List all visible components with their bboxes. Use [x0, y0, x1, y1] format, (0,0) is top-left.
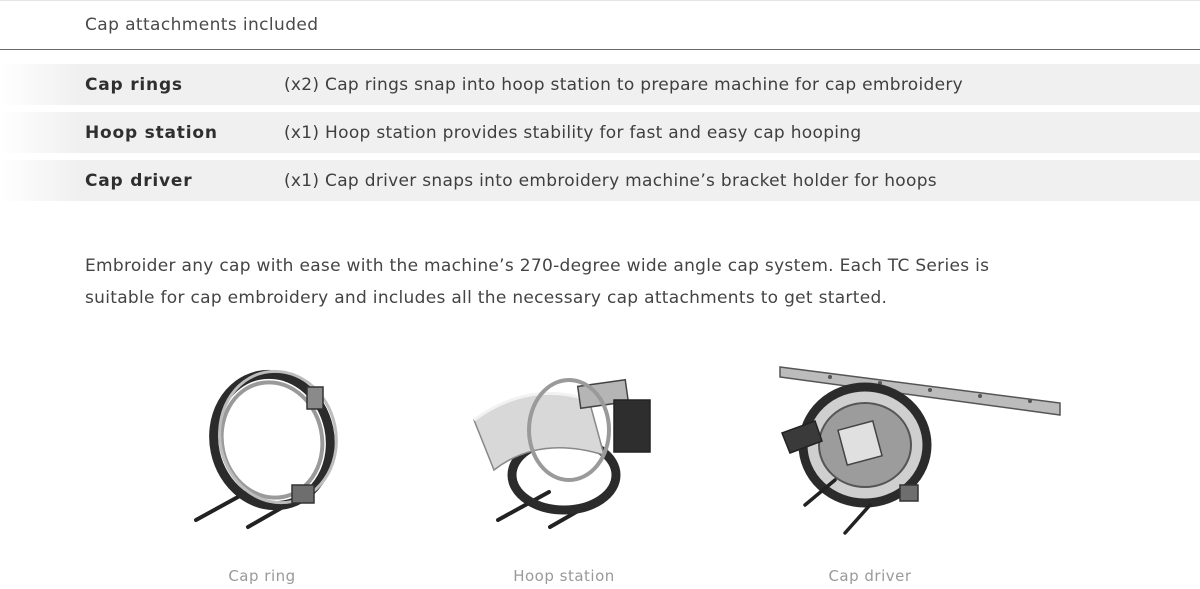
- intro-line: suitable for cap embroidery and includes all the necessary cap attachments to get started.: [85, 288, 888, 308]
- figure-caption: Cap driver: [828, 567, 912, 585]
- spec-row: [0, 112, 1200, 153]
- spec-label: Cap rings: [85, 75, 183, 95]
- intro-paragraph: [85, 250, 1115, 314]
- spec-label: Cap driver: [85, 171, 193, 191]
- intro-line: Embroider any cap with ease with the machine’s 270-degree wide angle cap system. Each TC Series is: [85, 256, 990, 276]
- spec-description: (x1) Hoop station provides stability for fast and easy cap hooping: [284, 123, 862, 143]
- figure-hoop-station: [414, 355, 714, 585]
- section-title: Cap attachments included: [85, 15, 319, 35]
- figure-cap-driver: [720, 355, 1020, 585]
- spec-label: Hoop station: [85, 123, 218, 143]
- hoop-station-image: [414, 355, 714, 555]
- figure-caption: Cap ring: [228, 567, 296, 585]
- figure-caption: Hoop station: [513, 567, 615, 585]
- spec-description: (x1) Cap driver snaps into embroidery machine’s bracket holder for hoops: [284, 171, 937, 191]
- spec-row: [0, 160, 1200, 201]
- cap-driver-image: [720, 355, 1070, 555]
- figure-cap-ring: [112, 355, 412, 585]
- cap-ring-image: [112, 355, 412, 555]
- spec-description: (x2) Cap rings snap into hoop station to prepare machine for cap embroidery: [284, 75, 964, 95]
- spec-row: [0, 64, 1200, 105]
- section-header: [0, 0, 1200, 50]
